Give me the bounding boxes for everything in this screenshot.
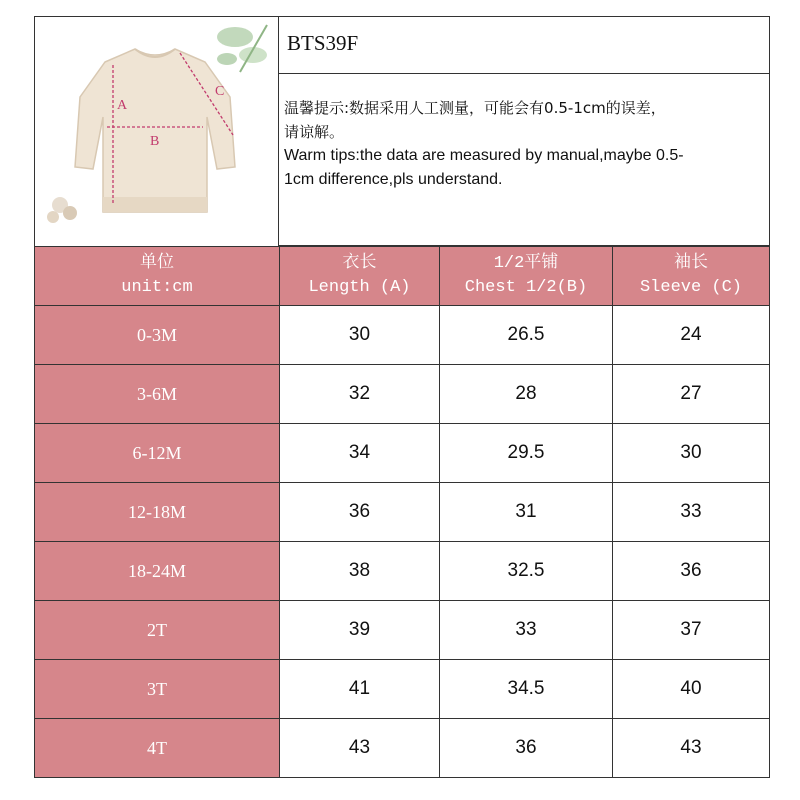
chest-cell: 29.5 bbox=[440, 424, 613, 483]
tips-cn-line1: 温馨提示:数据采用人工测量，可能会有0.5-1cm的误差， bbox=[284, 99, 666, 117]
size-cell: 4T bbox=[35, 719, 280, 778]
length-cell: 43 bbox=[280, 719, 440, 778]
chest-cell: 28 bbox=[440, 365, 613, 424]
sleeve-cell: 33 bbox=[613, 483, 770, 542]
chest-cell: 26.5 bbox=[440, 306, 613, 365]
product-code-cell bbox=[279, 17, 769, 74]
header-en: Length (A) bbox=[308, 278, 411, 297]
sleeve-cell: 27 bbox=[613, 365, 770, 424]
header-chest bbox=[440, 247, 613, 306]
table-row bbox=[35, 424, 770, 483]
sleeve-cell: 40 bbox=[613, 660, 770, 719]
header-length bbox=[280, 247, 440, 306]
header-unit bbox=[35, 247, 280, 306]
table-row bbox=[35, 365, 770, 424]
length-cell: 41 bbox=[280, 660, 440, 719]
length-cell: 39 bbox=[280, 601, 440, 660]
header-sleeve bbox=[613, 247, 770, 306]
sweater-measurement-image bbox=[35, 17, 278, 246]
header-en: Sleeve (C) bbox=[639, 278, 743, 297]
chest-cell: 31 bbox=[440, 483, 613, 542]
header-row bbox=[35, 247, 770, 306]
table-row bbox=[35, 306, 770, 365]
table-row bbox=[35, 542, 770, 601]
header-en: unit:cm bbox=[121, 278, 193, 297]
tips-en-line1: Warm tips:the data are measured by manual,maybe 0.5- bbox=[284, 147, 684, 164]
header-cn: 袖长 bbox=[674, 254, 708, 273]
header-en: Chest 1/2(B) bbox=[464, 278, 588, 297]
size-cell: 3-6M bbox=[35, 365, 280, 424]
sweater-shape bbox=[75, 49, 235, 212]
sleeve-cell: 43 bbox=[613, 719, 770, 778]
label-b: B bbox=[150, 134, 160, 149]
sleeve-cell: 36 bbox=[613, 542, 770, 601]
length-cell: 34 bbox=[280, 424, 440, 483]
size-chart bbox=[34, 16, 770, 776]
sleeve-cell: 30 bbox=[613, 424, 770, 483]
header-cn: 1/2平铺 bbox=[493, 254, 559, 273]
chest-cell: 34.5 bbox=[440, 660, 613, 719]
header-cn: 衣长 bbox=[342, 254, 377, 273]
sleeve-cell: 37 bbox=[613, 601, 770, 660]
header-cn: 单位 bbox=[140, 254, 174, 273]
length-cell: 30 bbox=[280, 306, 440, 365]
product-photo bbox=[35, 17, 279, 246]
label-c: C bbox=[215, 84, 225, 99]
chest-cell: 32.5 bbox=[440, 542, 613, 601]
cotton-decor bbox=[47, 197, 77, 223]
size-cell: 12-18M bbox=[35, 483, 280, 542]
size-table bbox=[34, 246, 770, 778]
length-cell: 36 bbox=[280, 483, 440, 542]
warm-tips bbox=[284, 96, 764, 192]
label-a: A bbox=[117, 98, 128, 113]
table-row bbox=[35, 660, 770, 719]
size-cell: 3T bbox=[35, 660, 280, 719]
product-code: BTS39F bbox=[287, 31, 359, 55]
table-row bbox=[35, 719, 770, 778]
table-row bbox=[35, 601, 770, 660]
length-cell: 32 bbox=[280, 365, 440, 424]
tips-en-line2: 1cm difference,pls understand. bbox=[284, 171, 503, 188]
chest-cell: 33 bbox=[440, 601, 613, 660]
tips-cn-line2: 请谅解。 bbox=[284, 123, 345, 141]
size-cell: 18-24M bbox=[35, 542, 280, 601]
plant-decor bbox=[217, 25, 267, 72]
length-cell: 38 bbox=[280, 542, 440, 601]
size-cell: 0-3M bbox=[35, 306, 280, 365]
chest-cell: 36 bbox=[440, 719, 613, 778]
table-row bbox=[35, 483, 770, 542]
size-cell: 6-12M bbox=[35, 424, 280, 483]
size-cell: 2T bbox=[35, 601, 280, 660]
sleeve-cell: 24 bbox=[613, 306, 770, 365]
